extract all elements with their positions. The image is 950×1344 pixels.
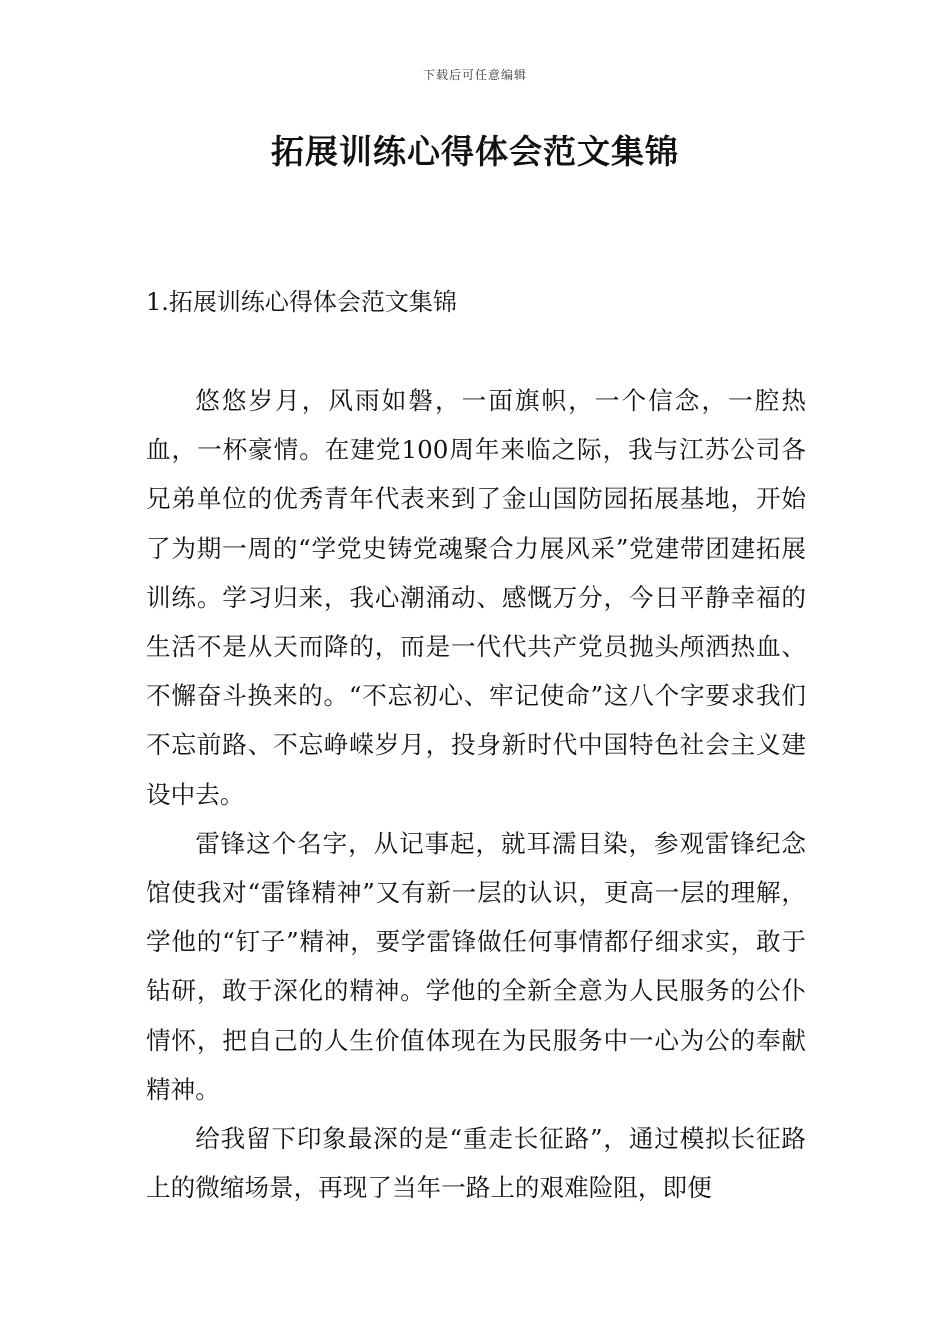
section-heading: 1.拓展训练心得体会范文集锦	[146, 288, 457, 316]
paragraph-3: 给我留下印象最深的是“重走长征路”，通过模拟长征路上的微缩场景，再现了当年一路上的艰难险阻，即便	[146, 1124, 806, 1203]
body-text	[146, 376, 806, 1212]
paragraph-2: 雷锋这个名字，从记事起，就耳濡目染，参观雷锋纪念馆使我对“雷锋精神”又有新一层的认识，更高一层的理解，学他的“钉子”精神，要学雷锋做任何事情都仔细求实，敢于钻研，敢于深化的精神。学他的全新全意为人民服务的公仆情怀，把自己的人生价值体现在为民服务中一心为公的奉献精神。	[146, 828, 806, 1104]
header-note: 下载后可任意编辑	[422, 68, 527, 82]
document-title: 拓展训练心得体会范文集锦	[271, 132, 679, 171]
paragraph-1: 悠悠岁月，风雨如磐，一面旗帜，一个信念，一腔热血，一杯豪情。在建党100周年来临之际，我与江苏公司各兄弟单位的优秀青年代表来到了金山国防园拓展基地，开始了为期一周的“学党史铸党魂聚合力展风采”党建带团建拓展训练。学习归来，我心潮涌动、感慨万分，今日平静幸福的生活不是从天而降的，而是一代代共产党员抛头颅洒热血、不懈奋斗换来的。“不忘初心、牢记使命”这八个字要求我们不忘前路、不忘峥嵘岁月，投身新时代中国特色社会主义建设中去。	[146, 386, 806, 809]
